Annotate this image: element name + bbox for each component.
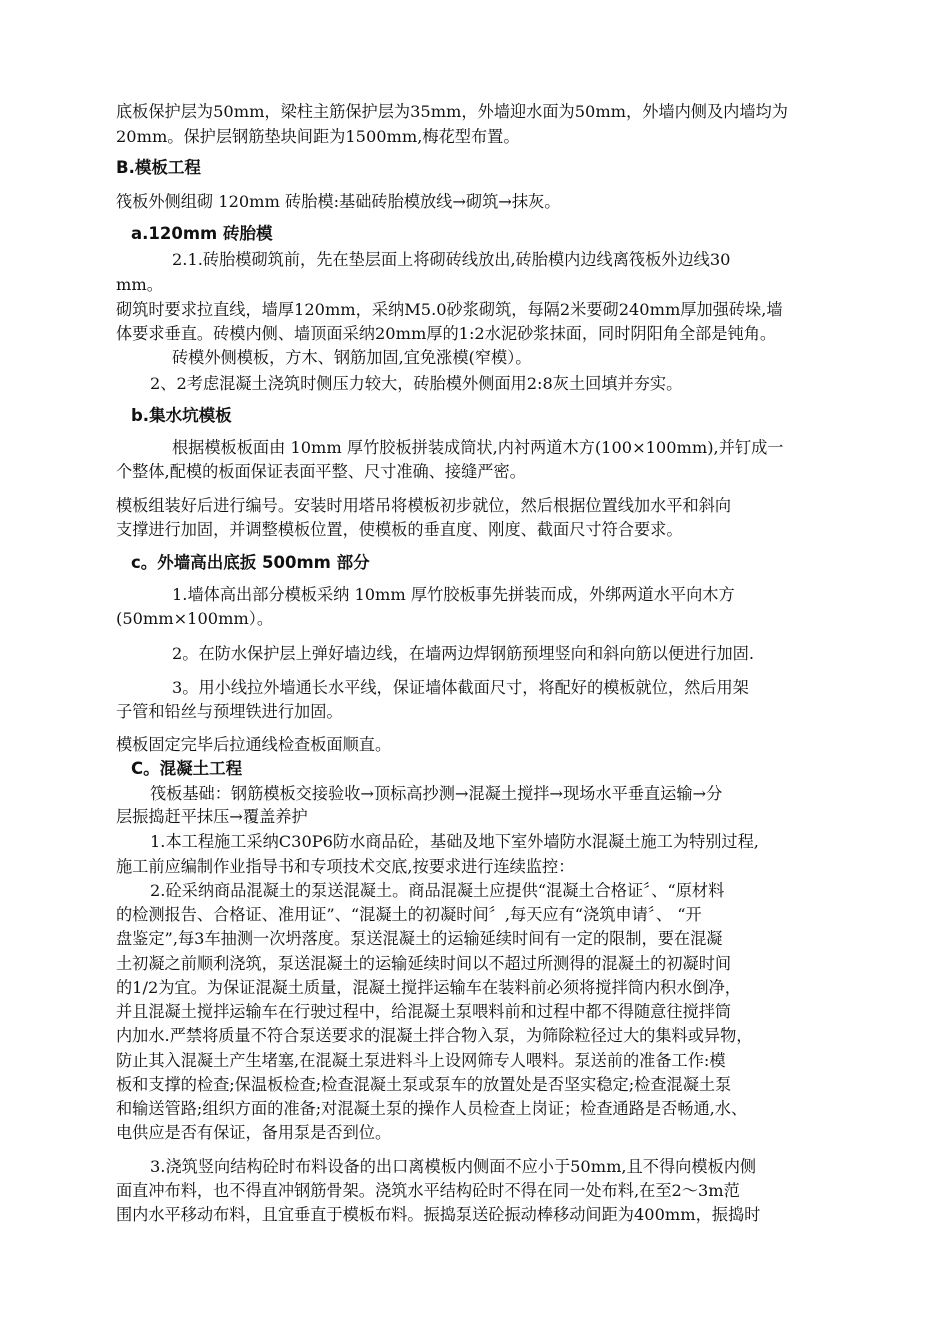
text-line: 板和支撑的检查;保温板检查;检查混凝土泵或泵车的放置处是否坚实稳定;检查混凝土泵 <box>116 1075 732 1094</box>
text-line: 底板保护层为50mm，梁柱主筋保护层为35mm，外墙迎水面为50mm，外墙内侧及内墙均为 <box>116 102 788 121</box>
text-line: 2、2考虑混凝土浇筑时侧压力较大，砖胎模外侧面用2:8灰土回填并夯实。 <box>150 374 683 393</box>
text-line: 电供应是否有保证，备用泵是否到位。 <box>116 1123 392 1142</box>
subsection-heading-b: b.集水坑模板 <box>131 406 232 425</box>
subsection-heading-c: c。外墙高出底扳 500mm 部分 <box>131 553 370 572</box>
text-line: 砌筑时要求拉直线，墙厚120mm，采纳M5.0砂浆砌筑，每隔2米要砌240mm厚加强砖垛,墙 <box>116 300 783 319</box>
text-line: (50mm×100mm）。 <box>116 609 274 628</box>
text-line: 并且混凝土搅拌运输车在行驶过程中，给混凝土泵喂料前和过程中都不得随意往搅拌筒 <box>116 1002 732 1021</box>
text-line: 筏板基础：钢筋模板交接验收→顶标高抄测→混凝土搅拌→现场水平垂直运输→分 <box>150 784 723 803</box>
text-line: 子管和铅丝与预埋铁进行加固。 <box>116 702 343 721</box>
text-line: 层振捣赶平抹压→覆盖养护 <box>116 807 308 826</box>
text-line: 内加水.严禁将质量不符合泵送要求的混凝土拌合物入泵，为筛除粒径过大的集料或异物， <box>116 1026 753 1045</box>
text-line: 围内水平移动布料，且宜垂直于模板布料。振捣泵送砼振动棒移动间距为400mm，振捣时 <box>116 1205 761 1224</box>
text-line: mm。 <box>116 275 163 294</box>
text-line: 20mm。保护层钢筋垫块间距为1500mm,梅花型布置。 <box>116 127 520 146</box>
text-line: 砖模外侧模板，方木、钢筋加固,宜免涨模(窄模）。 <box>172 348 532 367</box>
text-line: 1.本工程施工采纳C30P6防水商品砼，基础及地下室外墙防水混凝土施工为特别过程, <box>150 832 759 851</box>
text-line: 1.墙体高出部分模板采纳 10mm 厚竹胶板事先拼装而成，外绑两道水平向木方 <box>172 585 735 604</box>
text-line: 模板组装好后进行编号。安装时用塔吊将模板初步就位，然后根据位置线加水平和斜向 <box>116 496 732 515</box>
text-line: 体要求垂直。砖模内侧、墙顶面采纳20mm厚的1:2水泥砂浆抹面，同时阴阳角全部是钝角。 <box>116 324 777 343</box>
text-line: 和输送管路;组织方面的准备;对混凝土泵的操作人员检查上岗证；检查通路是否畅通,水、 <box>116 1099 748 1118</box>
text-line: 筏板外侧组砌 120mm 砖胎模:基础砖胎模放线→砌筑→抹灰。 <box>116 192 561 211</box>
text-line: 施工前应编制作业指导书和专项技术交底,按要求进行连续监控： <box>116 857 575 876</box>
text-line: 的1/2为宜。为保证混凝土质量，混凝土搅拌运输车在装料前必须将搅拌筒内积水倒净， <box>116 978 741 997</box>
section-heading-b: B.模板工程 <box>116 158 201 177</box>
text-line: 模板固定完毕后拉通线检查板面顺直。 <box>116 735 392 754</box>
text-line: 盘鉴定”,每3车抽测一次坍落度。泵送混凝土的运输延续时间有一定的限制，要在混凝 <box>116 929 723 948</box>
text-line: 2。在防水保护层上弹好墙边线，在墙两边焊钢筋预埋竖向和斜向筋以便进行加固. <box>172 644 755 663</box>
text-line: 支撑进行加固，并调整模板位置，使模板的垂直度、刚度、截面尺寸符合要求。 <box>116 520 683 539</box>
text-line: 3.浇筑竖向结构砼时布料设备的出口离模板内侧面不应小于50mm,且不得向模板内侧 <box>150 1157 757 1176</box>
text-line: 的检测报告、合格证、准用证”、“混凝土的初凝时间〞,每天应有“浇筑申请〞、 “开 <box>116 905 702 924</box>
text-line: 土初凝之前顺利浇筑，泵送混凝土的运输延续时间以不超过所测得的混凝土的初凝时间 <box>116 954 732 973</box>
section-heading-c: C。混凝土工程 <box>131 759 243 778</box>
text-line: 2.砼采纳商品混凝土的泵送混凝土。商品混凝土应提供“混凝土合格证〞、“原材料 <box>150 881 725 900</box>
text-line: 防止其入混凝土产生堵塞,在混凝土泵进料斗上设网筛专人喂料。泵送前的准备工作:模 <box>116 1051 726 1070</box>
text-line: 2.1.砖胎模砌筑前，先在垫层面上将砌砖线放出,砖胎模内边线离筏板外边线30 <box>172 250 731 269</box>
text-line: 面直冲布料，也不得直冲钢筋骨架。浇筑水平结构砼时不得在同一处布料,在至2～3m范 <box>116 1181 740 1200</box>
subsection-heading-a: a.120mm 砖胎模 <box>131 224 273 243</box>
text-line: 根据模板板面由 10mm 厚竹胶板拼装成筒状,内衬两道木方(100×100mm),并钉成一 <box>172 438 784 457</box>
text-line: 3。用小线拉外墙通长水平线，保证墙体截面尺寸，将配好的模板就位，然后用架 <box>172 678 749 697</box>
text-line: 个整体,配模的板面保证表面平整、尺寸准确、接缝严密。 <box>116 462 526 481</box>
